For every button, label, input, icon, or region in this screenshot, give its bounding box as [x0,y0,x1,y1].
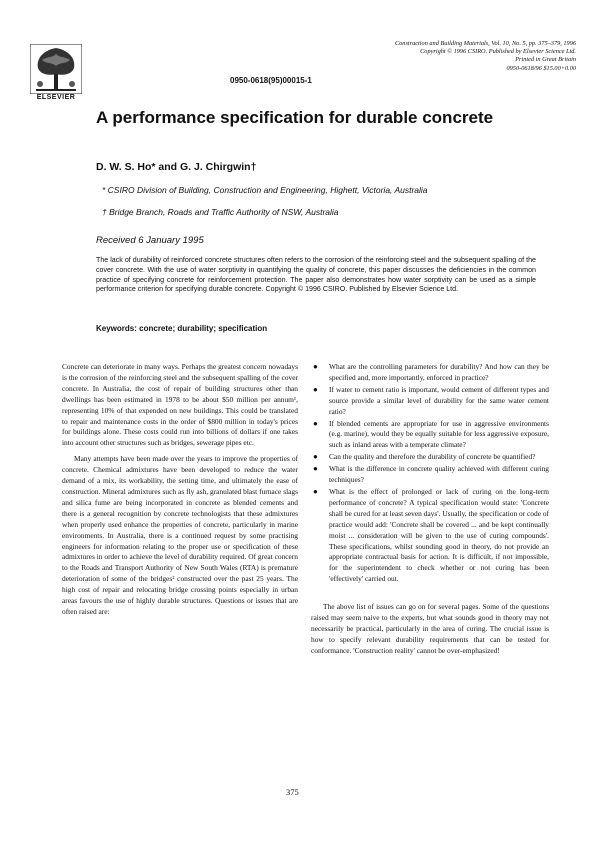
keywords-list: concrete; durability; specification [139,324,268,333]
elsevier-tree-logo [30,44,82,94]
issue-text: If water to cement ratio is important, would cement of different types and source provide a similar level of durability for the same water cement ratio? [329,384,549,416]
bullet-icon: ● [313,486,318,496]
received-date: Received 6 January 1995 [96,235,204,246]
issue-text: Can the quality and therefore the durability of concrete be quantified? [329,452,536,462]
list-item [311,385,549,418]
affiliation-rta: † Bridge Branch, Roads and Traffic Authority of NSW, Australia [102,207,339,217]
journal-info [276,40,576,73]
journal-issn: 0950-0618/96 $15.00+0.00 [506,64,576,72]
article-code: 0950-0618(95)00015-1 [230,76,312,85]
body-left-column [62,362,298,618]
list-item [311,487,549,585]
body-right-column [311,362,549,657]
bullet-icon: ● [313,464,318,474]
bullet-icon: ● [313,362,318,371]
bullet-icon: ● [313,418,318,428]
body-paragraph: Concrete can deteriorate in many ways. Perhaps the greatest concern nowadays is the corrosion of the reinforcing steel and the subsequent spalling of the cover concrete. In Australia, the cost of repair of building structures other than dwellings has been estimated in 1978 to be about $50 million per annum¹, representing 10% of that expended on new buildings. This could be translated to repair and maintenance costs in the order of $800 million in today's prices for buildings alone. These costs could run into billions of dollars if one takes into account other structures such as bridges, sewerage pipes etc. [62,362,298,448]
article-title: A performance specification for durable concrete [96,108,494,127]
page-number: 375 [286,787,299,797]
body-paragraph: The above list of issues can go on for several pages. Some of the questions raised may seem naive to the experts, but what sounds good in theory may not necessarily be practical, particularly in the area of curing. The crucial issue is how to specify relevant durability requirements that can be tested for conformance. 'Construction reality' cannot be over-emphasized! [311,602,549,655]
keywords [96,324,267,333]
list-item [311,362,549,384]
journal-citation: Construction and Building Materials, Vol. 10, No. 5, pp. 375–379, 1996 [394,40,576,47]
article-authors: D. W. S. Ho* and G. J. Chirgwin† [96,161,257,173]
bullet-icon: ● [313,384,318,394]
journal-copyright: Copyright © 1996 CSIRO. Published by Elsevier Science Ltd. [420,48,576,56]
issue-text: What are the controlling parameters for durability? And how can they be specified and, more importantly, enforced in practice? [329,362,549,382]
list-item [311,419,549,452]
issue-text: What is the effect of prolonged or lack of curing on the long-term performance of concrete? A typical specification would state: 'Concrete shall be cured for at least seven days'. Usually, the specification or code of practice would add: 'Concrete shall be covered ... and be kept continually moist ... consideration will be given to the use of curing compounds'. These specifications, whilst sounding good in theory, do not provide an appropriate contractual basis for action. It is difficult, if not impossible, for the superintendent to check whether or not curing has been 'effectively' carried out. [329,486,549,584]
list-item [311,452,549,463]
keywords-label: Keywords: [96,324,137,333]
issue-text: If blended cements are appropriate for use in aggressive environments (e.g. marine), would they be equally suitable for less aggressive exposure, such as inland areas with a temperate climate? [329,418,549,450]
affiliation-csiro: * CSIRO Division of Building, Construction and Engineering, Highett, Victoria, Australia [102,185,428,195]
abstract: The lack of durability of reinforced concrete structures often refers to the corrosion of the reinforcing steel and the subsequent spalling of the cover concrete. With the use of water sorptivity in quantifying the quality of concrete, this paper discusses the deficiencies in the common practice of specifying concrete for reinforcement protection. The paper also demonstrates how water sorptivity can be used as a simple performance criterion for specifying durable concrete. Copyright © 1996 CSIRO. Published by Elsevier Science Ltd. [96,256,536,294]
issue-text: What is the difference in concrete quality achieved with different curing techniques? [329,464,549,485]
issues-list [311,362,549,585]
journal-printed: Printed in Great Britain [515,56,576,64]
list-item [311,464,549,486]
bullet-icon: ● [313,452,318,462]
body-paragraph: Many attempts have been made over the years to improve the properties of concrete. Chemical admixtures have been developed to reduce the water demand of a mix, its workability, the setting time, and ultimately the ease of construction. Mineral admixtures such as fly ash, granulated blast furnace slags and silica fume are being incorporated in concrete as blended cements and there is a general recognition by concrete technologists that these admixtures when properly used enhance the properties of concrete, particularly in marine environments. In Australia, there is a continued request by some practising engineers for information relating to the proper use or specification of these admixtures in order to achieve the level of durability required. Of great concern to the Roads and Transport Authority of New South Wales (RTA) is premature deterioration of some of the bridges² constructed over the past 25 years. The high cost of repair and relocating bridge crossing points especially in urban areas favours the use of highly durable structures. Questions or issues that are often raised are: [62,454,298,616]
publisher-name: ELSEVIER [36,94,76,101]
